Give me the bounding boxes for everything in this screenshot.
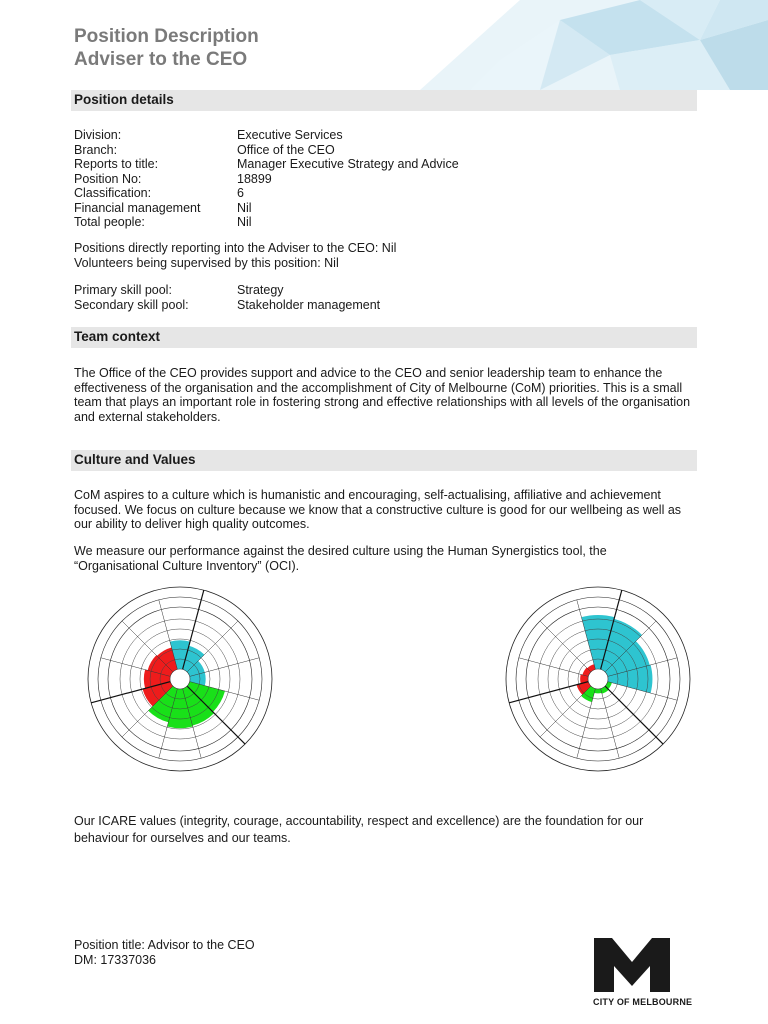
oci-circumplex-left — [72, 586, 288, 776]
document-subtitle: Adviser to the CEO — [74, 49, 248, 70]
footer-dm-number: DM: 17337036 — [74, 953, 157, 967]
section-heading: Team context — [74, 329, 161, 344]
culture-text-2: We measure our performance against the desired culture using the Human Synergistics tool, the “Organisational Culture Inventory” (OCI). — [74, 544, 607, 573]
culture-paragraph-2 — [74, 544, 694, 573]
field-label-total-people: Total people: — [74, 215, 145, 229]
field-value-branch: Office of the CEO — [237, 142, 335, 157]
icare-text: Our ICARE values (integrity, courage, accountability, respect and excellence) are the foundation for our behaviour for ourselves and our teams. — [74, 814, 644, 845]
center-circle — [170, 669, 190, 689]
field-value-position-no: 18899 — [237, 171, 272, 186]
skill-pool-label-primary: Primary skill pool: — [74, 283, 172, 297]
volunteers-line: Volunteers being supervised by this position: Nil — [74, 255, 339, 270]
culture-paragraph-1 — [74, 488, 694, 532]
reporting-line: Positions directly reporting into the Adviser to the CEO: Nil — [74, 241, 397, 255]
section-heading: Culture and Values — [74, 452, 196, 467]
skill-pool-label-secondary: Secondary skill pool: — [74, 297, 189, 312]
field-value-financial-management: Nil — [237, 200, 252, 215]
field-value-reports-to: Manager Executive Strategy and Advice — [237, 157, 459, 171]
section-header-position-details — [71, 90, 697, 111]
culture-text-1: CoM aspires to a culture which is humanistic and encouraging, self-actualising, affiliative and achievement focused. We focus on culture because we know that a constructive culture is good for our wellbeing as well as our ability to deliver high quality outcomes. — [74, 488, 682, 531]
sector-divider — [519, 658, 589, 677]
field-label-classification: Classification: — [74, 186, 152, 200]
skill-pool-value-secondary: Stakeholder management — [237, 297, 381, 312]
sector-divider — [601, 689, 620, 759]
field-value-classification: 6 — [237, 186, 244, 200]
field-label-division: Division: — [74, 128, 122, 142]
section-header-culture-values — [71, 450, 697, 471]
footer-position-title: Position title: Advisor to the CEO — [74, 938, 255, 952]
center-circle — [588, 669, 608, 689]
skill-pool-value-primary: Strategy — [237, 283, 284, 297]
cluster-divider — [598, 679, 663, 744]
field-label-position-no: Position No: — [74, 171, 142, 186]
section-heading: Position details — [74, 92, 174, 107]
logo-caption: CITY OF MELBOURNE — [593, 997, 693, 1007]
document-title: Position Description — [74, 26, 259, 47]
field-value-division: Executive Services — [237, 128, 343, 142]
icare-paragraph — [74, 813, 694, 847]
section-header-team-context — [71, 327, 697, 348]
field-label-reports-to: Reports to title: — [74, 157, 159, 171]
team-context-text: The Office of the CEO provides support and advice to the CEO and senior leadership team to enhance the effectiveness of the organisation and the accomplishment of City of Melbourne (CoM) priorities. This is a small team that plays an important role in fostering strong and effective relationships with all levels of the organisation and external stakeholders. — [74, 366, 691, 424]
oci-circumplex-right — [490, 586, 706, 776]
field-label-branch: Branch: — [74, 142, 118, 157]
field-value-total-people: Nil — [237, 215, 252, 229]
team-context-paragraph — [74, 366, 694, 424]
field-label-financial-management: Financial management — [74, 200, 201, 215]
